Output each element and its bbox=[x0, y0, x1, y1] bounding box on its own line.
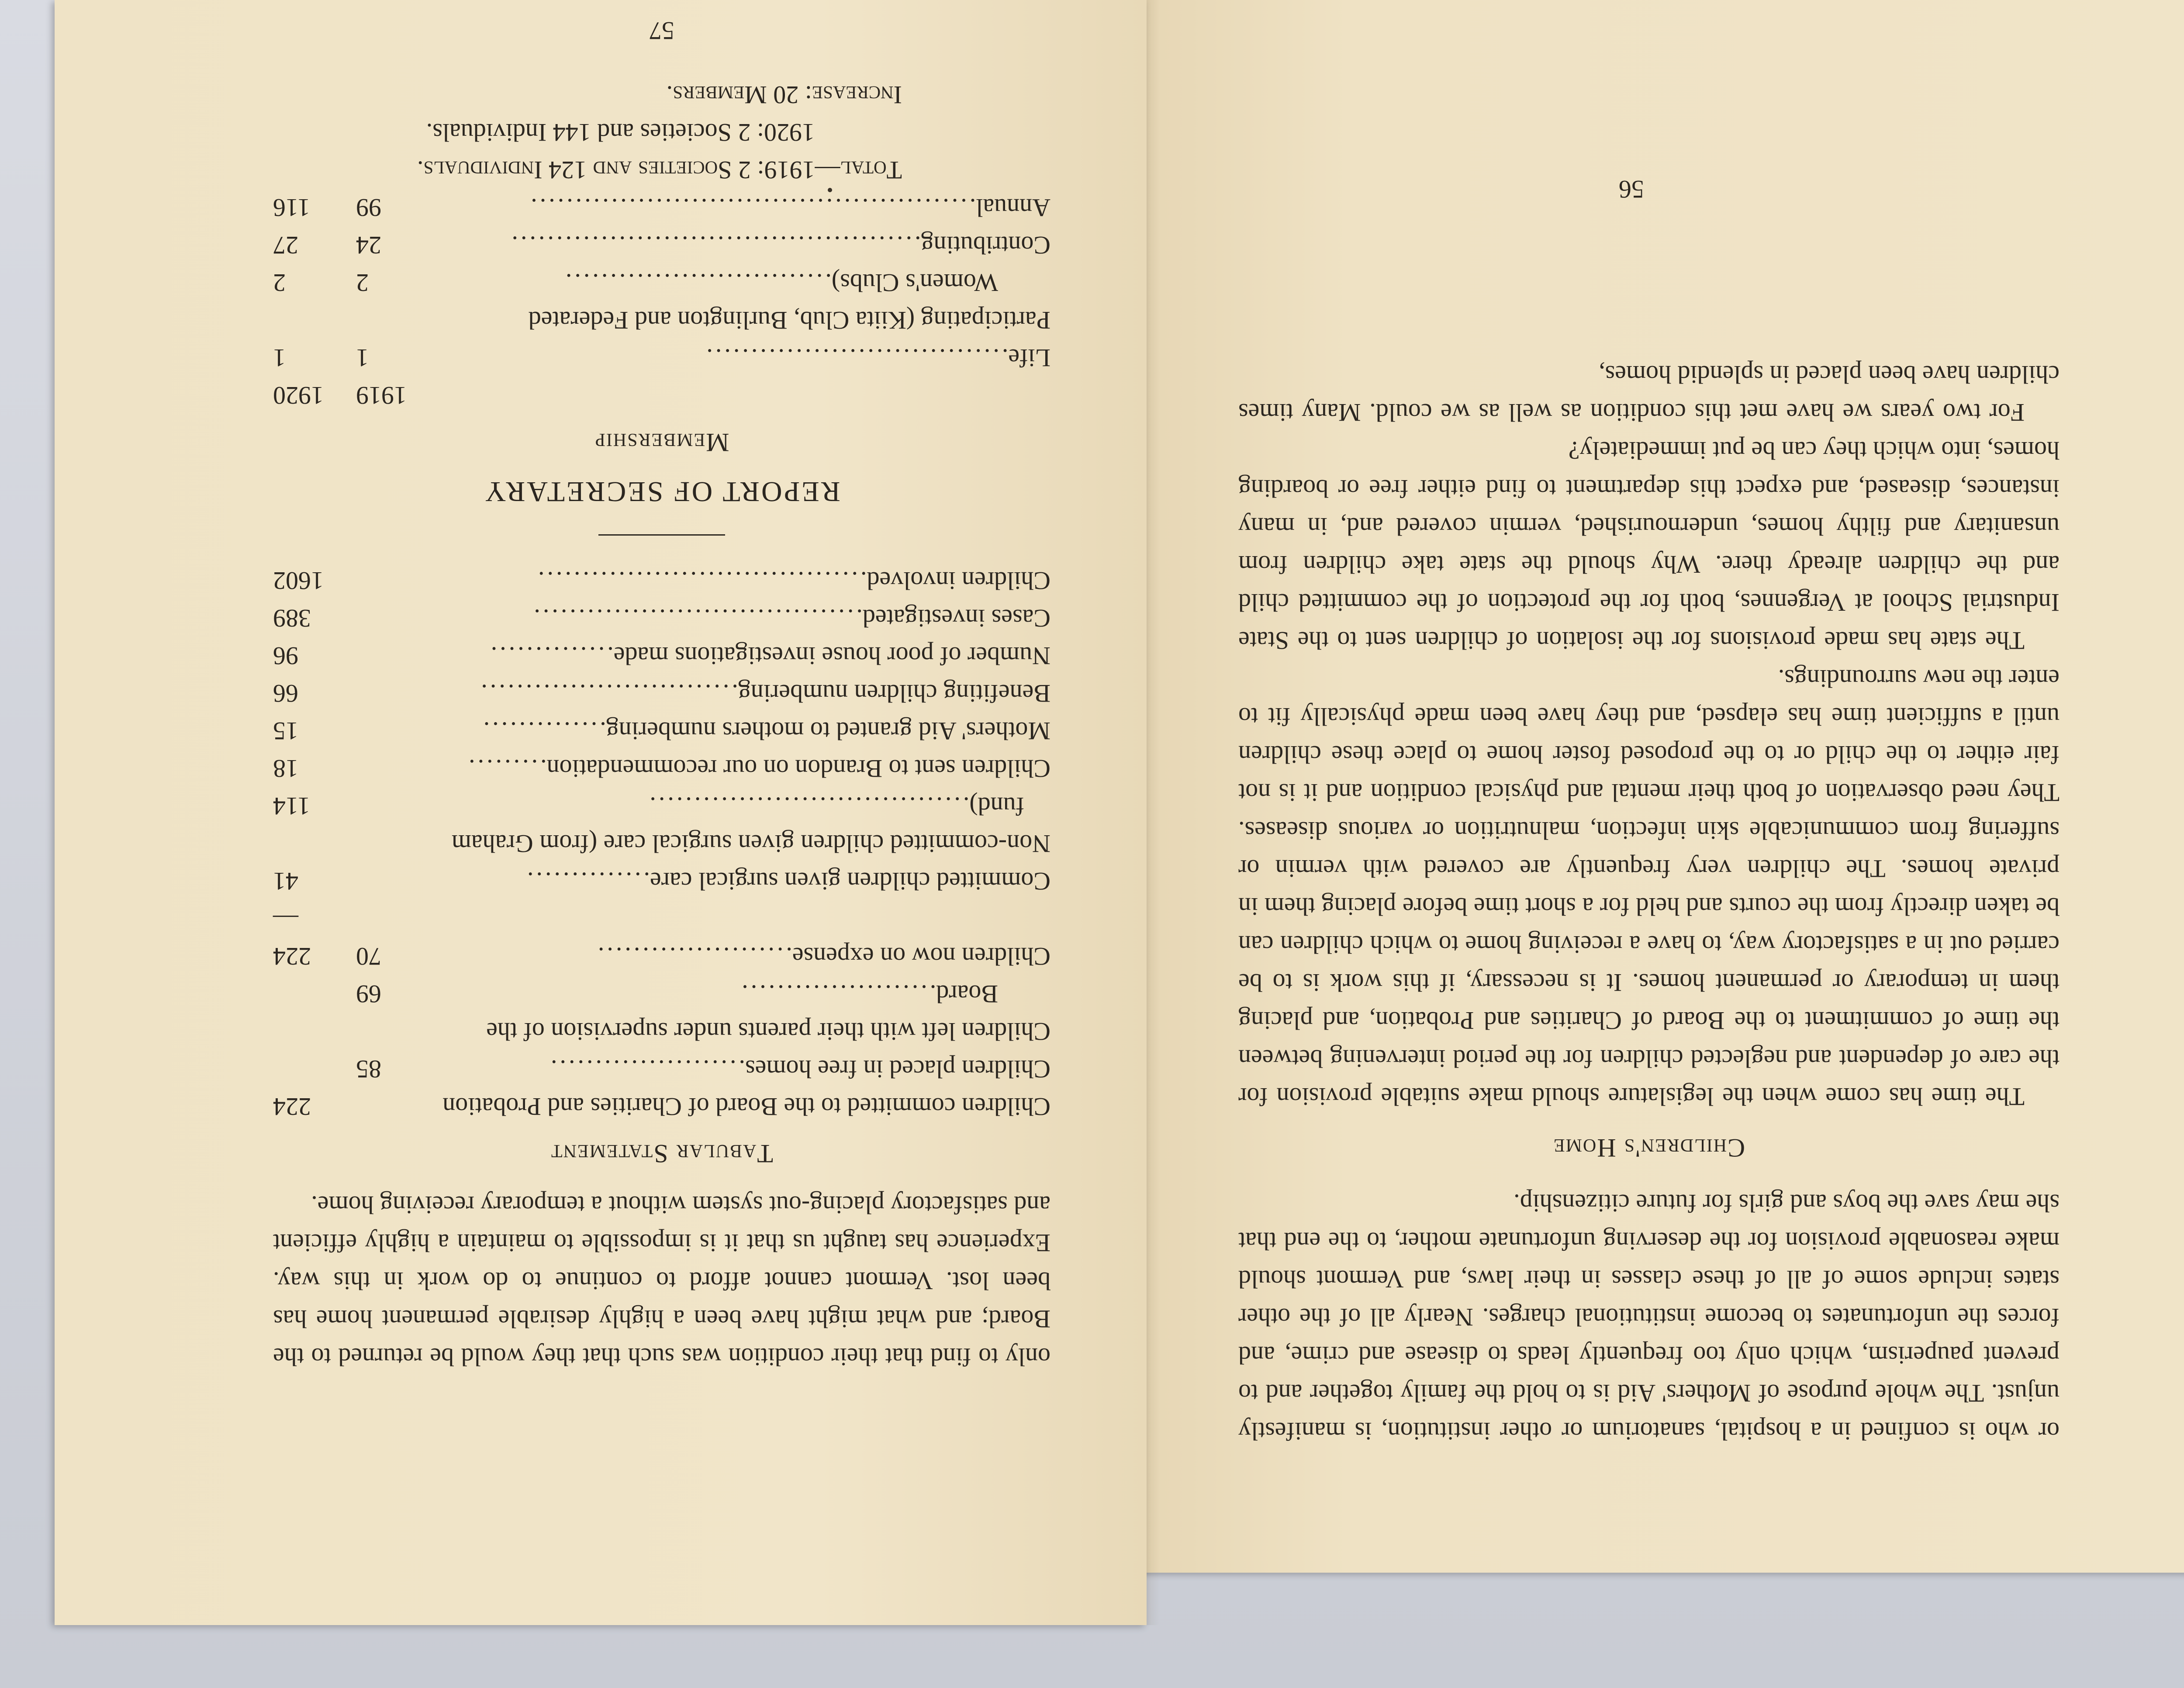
table-row bbox=[273, 712, 1051, 750]
row-value-1920: 2 bbox=[273, 269, 286, 297]
row-value-2: 224 bbox=[273, 942, 311, 971]
row-label: Contributing bbox=[921, 231, 1051, 259]
row-value-1919: 1 bbox=[356, 344, 369, 372]
table-row bbox=[273, 226, 1051, 264]
table-row bbox=[273, 675, 1051, 712]
row-label: Children committed to the Board of Charities and Probation bbox=[442, 1093, 1051, 1121]
row-label: fund) bbox=[969, 792, 1024, 820]
leader-dots: ...................... bbox=[595, 942, 792, 971]
leader-dots: .............................................. bbox=[509, 231, 921, 259]
total-line: Increase: 20 Members. bbox=[666, 81, 902, 109]
table-row bbox=[273, 339, 1051, 377]
row-label: Children sent to Brandon on our recommendation bbox=[546, 754, 1051, 783]
leader-dots: .............. bbox=[525, 867, 650, 896]
table-row bbox=[273, 862, 1051, 900]
page-56 bbox=[1133, 0, 2184, 1573]
row-label: Women's Clubs) bbox=[831, 269, 998, 297]
row-value-2: 114 bbox=[273, 792, 310, 820]
table-row bbox=[273, 787, 1051, 825]
row-label: Children left with their parents under supervision of the bbox=[486, 1017, 1051, 1046]
row-value-2: — bbox=[273, 905, 298, 933]
year-header: 1919 bbox=[356, 381, 407, 410]
year-header-row bbox=[273, 377, 1051, 414]
row-label: Children placed in free homes bbox=[745, 1055, 1051, 1083]
row-value-1: 69 bbox=[356, 980, 381, 1008]
row-value-2: 15 bbox=[273, 717, 298, 745]
year-header: 1920 bbox=[273, 381, 324, 410]
open-book bbox=[24, 0, 2184, 1634]
table-row bbox=[273, 1050, 1051, 1088]
leader-dots: ...................... bbox=[739, 980, 936, 1008]
paragraph: The state has made provisions for the isolation of children sent to the State Industrial School at Vergennes, both for the protection of the committed child and the children already there. Why should the state take children from unsanitary and filthy homes, undernourished, vermin covered and, in many instances, diseased, and expect this department to find either free or boarding homes, into which they can be put immediately? bbox=[1238, 436, 2060, 655]
membership-totals bbox=[273, 76, 1051, 189]
table-row bbox=[273, 301, 1051, 339]
leader-dots: .................................. bbox=[704, 344, 1009, 372]
row-label: Committed children given surgical care bbox=[650, 867, 1051, 896]
page-56-text-block bbox=[1238, 157, 2060, 1450]
row-value-1: 85 bbox=[356, 1055, 381, 1083]
leader-dots: .............. bbox=[480, 717, 606, 745]
row-value-1920: 1 bbox=[273, 344, 286, 372]
leader-dots: ..................................... bbox=[536, 567, 867, 595]
row-value-1920: 116 bbox=[273, 194, 310, 222]
table-row bbox=[273, 189, 1051, 226]
table-row bbox=[273, 825, 1051, 862]
row-label: Children involved bbox=[867, 567, 1051, 595]
paragraph: For two years we have met this condition as well as we could. Many times children have been placed in splendid homes, bbox=[1238, 360, 2060, 427]
row-label: Annual bbox=[976, 194, 1051, 222]
report-of-secretary-heading: REPORT OF SECRETARY bbox=[483, 476, 840, 508]
row-value-2: 18 bbox=[273, 754, 298, 783]
table-row bbox=[273, 900, 1051, 937]
paragraph: The time has come when the legislature should make suitable provision for the care of dependent and neglected children for the period intervening between the time of commitment to the Board of Charities and Probation, and placing them in temporary or permanent homes. It is necessary, if this work is to be carried out in a satisfactory way, to have a receiving home to which children can be taken directly from the courts and held for a short time before placing them in private homes. The children very frequently are covered with vermin or suffering from communicable skin infection, malnutrition or various diseases. They need observation of both their mental and physical condition and it is not fair either to the child or to the proposed foster home to place these children until a sufficient time has elapsed, and they have been made physically fit to enter the new surroundings. bbox=[1238, 664, 2060, 1111]
page-57-text-block bbox=[273, 17, 1051, 1376]
total-line: 1920: 2 Societies and 144 Individuals. bbox=[426, 118, 815, 147]
row-value-2: 96 bbox=[273, 642, 298, 670]
row-label: Life bbox=[1008, 344, 1051, 372]
continued-paragraph bbox=[273, 1186, 1051, 1376]
leader-dots: ..................................... bbox=[531, 604, 863, 633]
row-value-1919: 2 bbox=[356, 269, 369, 297]
row-label: Board bbox=[936, 980, 998, 1008]
row-value-1920: 27 bbox=[273, 231, 298, 259]
row-label: Children now on expense bbox=[792, 942, 1051, 971]
row-value-2: 41 bbox=[273, 867, 298, 896]
row-label: Participating (Kiita Club, Burlington and Federated bbox=[528, 306, 1051, 335]
row-label: Non-committed children given surgical care (from Graham bbox=[451, 830, 1051, 858]
tabular-statement-heading: Tabular Statement bbox=[550, 1139, 773, 1168]
table-row bbox=[273, 1088, 1051, 1125]
row-label: Number of poor house investigations made bbox=[613, 642, 1051, 670]
table-row bbox=[273, 1013, 1051, 1050]
leader-dots: ............................. bbox=[478, 679, 738, 708]
row-value-2: 389 bbox=[273, 604, 311, 633]
table-row bbox=[273, 264, 1051, 301]
total-line: Total—1919: 2 Societies and 124 Individuals. bbox=[417, 156, 902, 184]
table-row bbox=[273, 975, 1051, 1013]
leader-dots: ...................... bbox=[548, 1055, 746, 1083]
membership-heading: Membership bbox=[594, 428, 729, 457]
leader-dots: .............. bbox=[488, 642, 614, 670]
membership-table bbox=[273, 189, 1051, 377]
table-row bbox=[273, 937, 1051, 975]
row-label: Benefiting children numbering bbox=[738, 679, 1051, 708]
leader-dots: ......... bbox=[466, 754, 547, 783]
table-row bbox=[273, 562, 1051, 599]
tabular-statement-table bbox=[273, 562, 1051, 1125]
leader-dots: .................................... bbox=[647, 792, 970, 820]
row-value-1919: 24 bbox=[356, 231, 381, 259]
row-value-2: 66 bbox=[273, 679, 298, 708]
row-value-2: 224 bbox=[273, 1093, 311, 1121]
row-value-1: 70 bbox=[356, 942, 381, 971]
section-heading-childrens-home: Children's Home bbox=[1552, 1134, 1745, 1162]
row-value-1919: 99 bbox=[356, 194, 381, 222]
paragraph: or who is confined in a hospital, sanatorium or other institution, is manifestly unjust. The whole purpose of Mothers' Aid is to hold the family together and to prevent pauperism, which only too frequently leads to disease and crime, and forces the unfortunates to become institutional charges. Nearly all of the other states include some of all of these classes in their laws, and Vermont should make reasonable provision for the deserving unfortunate mother, to the end that she may save the boys and girls for future citizenship. bbox=[1238, 1189, 2060, 1446]
leader-dots: .................................................. bbox=[528, 194, 976, 222]
page-57 bbox=[55, 0, 1147, 1625]
paragraph: only to find that their condition was such that they would be returned to the Board; and what might have been a highly desirable permanent home has been lost. Vermont cannot afford to continue to do work in this way. Experience has taught us that it is impossible to maintain a highly efficient and satisfactory placing-out system without a temporary receiving home. bbox=[273, 1191, 1051, 1371]
table-row bbox=[273, 599, 1051, 637]
page-number: 56 bbox=[1619, 175, 1644, 204]
row-label: Mothers' Aid granted to mothers numbering bbox=[606, 717, 1051, 745]
table-row bbox=[273, 637, 1051, 675]
row-value-2: 1602 bbox=[273, 567, 324, 595]
row-label: Cases investigated bbox=[862, 604, 1051, 633]
section-divider bbox=[598, 534, 725, 536]
page-number-56 bbox=[1605, 175, 1658, 204]
page-number-57: 57 bbox=[649, 17, 674, 45]
leader-dots: .............................. bbox=[563, 269, 832, 297]
table-row bbox=[273, 750, 1051, 787]
